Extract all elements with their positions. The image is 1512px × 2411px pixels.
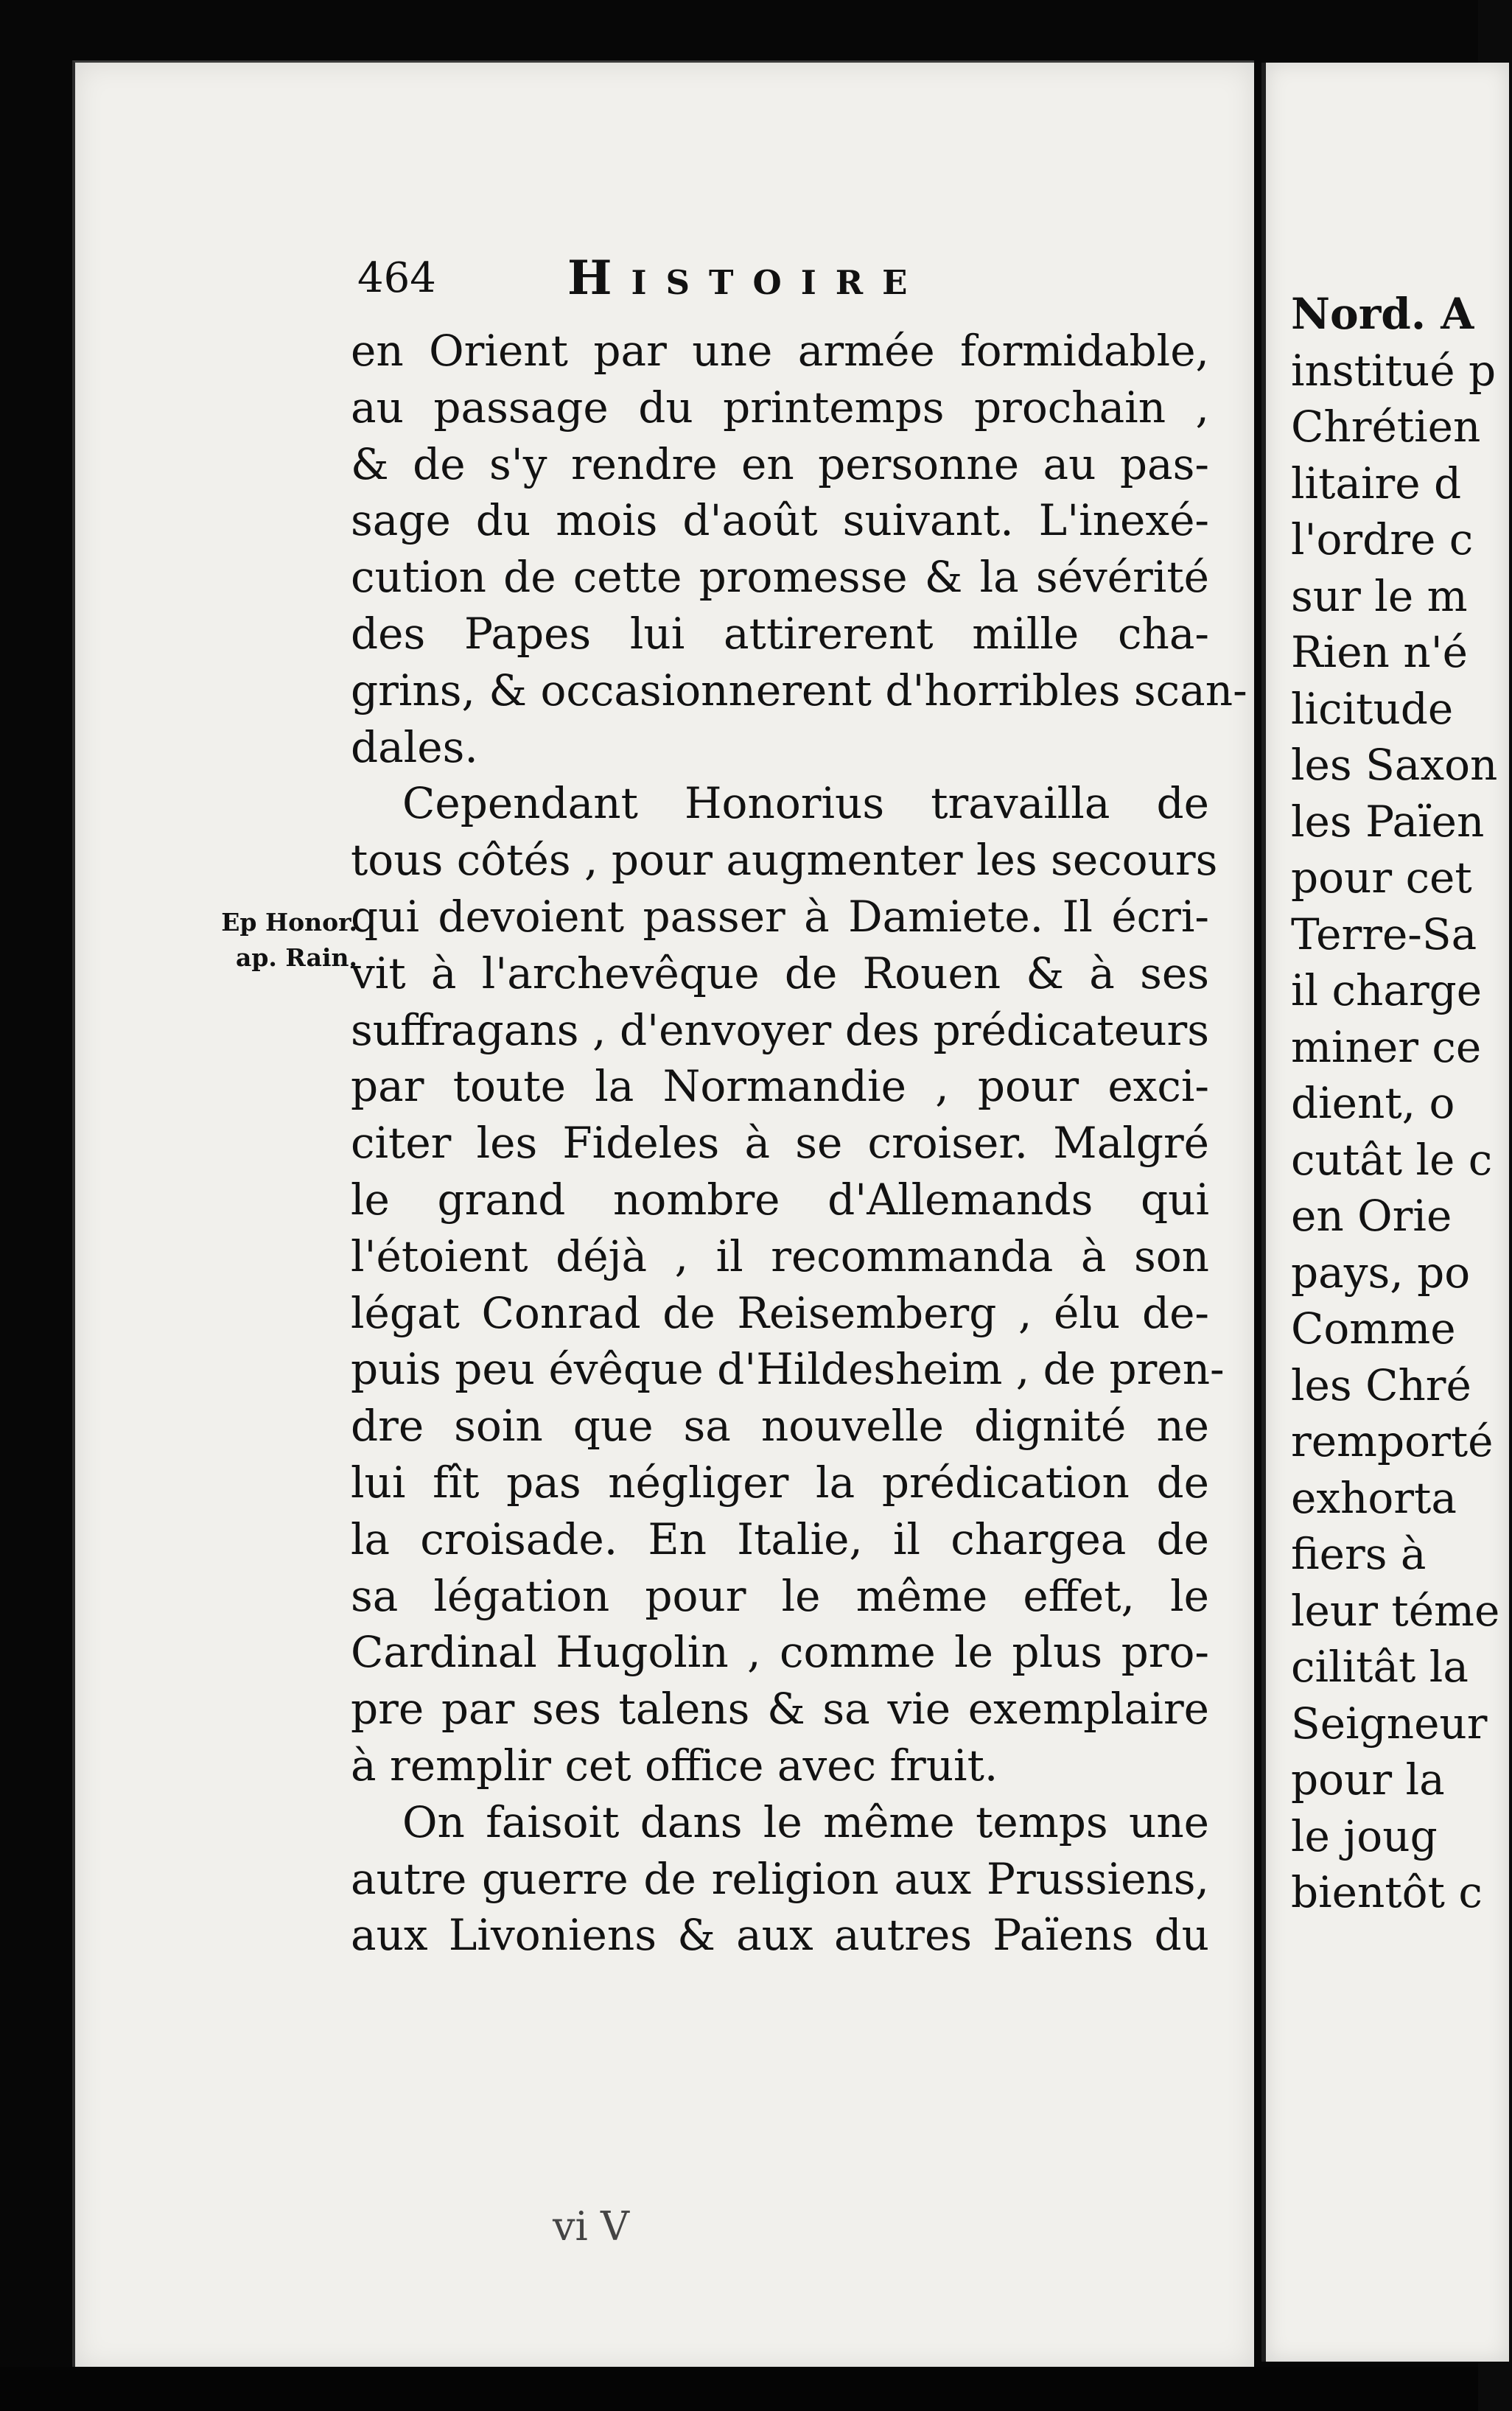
text-line: puis peu évêque d'Hildesheim , de pren- <box>351 1344 1225 1395</box>
marginal-note <box>166 905 357 976</box>
text-line: à remplir cet office avec fruit. <box>351 1740 998 1791</box>
text-line: au passage du printemps prochain , <box>351 382 1209 433</box>
adjacent-text-line: remporté <box>1291 1416 1494 1466</box>
adjacent-text-line: Comme <box>1291 1304 1456 1354</box>
text-line: par toute la Normandie , pour exci- <box>351 1061 1209 1112</box>
adjacent-text-line: sur le m <box>1291 570 1468 621</box>
page-header <box>357 251 1212 317</box>
text-line: citer les Fideles à se croiser. Malgré <box>351 1118 1209 1169</box>
adjacent-text-line: Terre-Sa <box>1291 909 1477 959</box>
text-line: grins, & occasionnerent d'horribles scan- <box>351 665 1247 715</box>
adjacent-text-line: cilitât la <box>1291 1642 1469 1692</box>
scan-bottom-edge <box>0 2367 1478 2411</box>
adjacent-text-line: pour la <box>1291 1754 1445 1805</box>
text-line: le grand nombre d'Allemands qui <box>351 1174 1209 1225</box>
adjacent-text-line: Nord. A <box>1291 289 1474 339</box>
paragraph-start-line: On faisoit dans le même temps une <box>402 1796 1209 1847</box>
adjacent-text-line: pays, po <box>1291 1247 1471 1298</box>
page-number: 464 <box>357 254 436 302</box>
text-line: dre soin que sa nouvelle dignité ne <box>351 1401 1209 1452</box>
main-text-column <box>351 323 1247 1964</box>
adjacent-text-line: bientôt c <box>1291 1867 1483 1917</box>
text-line: la croisade. En Italie, il chargea de <box>351 1514 1209 1564</box>
text-line: vit à l'archevêque de Rouen & à ses <box>351 948 1209 998</box>
adjacent-text-line: miner ce <box>1291 1021 1482 1072</box>
text-line: aux Livoniens & aux autres Païens du <box>351 1910 1209 1961</box>
text-line: sage du mois d'août suivant. L'inexé- <box>351 495 1209 546</box>
adjacent-text-line: licitude <box>1291 683 1454 734</box>
adjacent-text-line: litaire d <box>1291 458 1462 508</box>
adjacent-page-text <box>1291 286 1512 1921</box>
adjacent-text-line: pour cet <box>1291 853 1472 903</box>
text-line: lui fît pas négliger la prédication de <box>351 1457 1209 1508</box>
text-line: autre guerre de religion aux Prussiens, <box>351 1853 1209 1904</box>
adjacent-text-line: cutât le c <box>1291 1134 1493 1185</box>
adjacent-text-line: en Orie <box>1291 1191 1452 1241</box>
text-line: en Orient par une armée formidable, <box>351 326 1209 376</box>
adjacent-text-line: Rien n'é <box>1291 627 1468 677</box>
text-line: des Papes lui attirerent mille cha- <box>351 608 1209 659</box>
marginal-note-line: ap. Rain. <box>235 943 357 972</box>
adjacent-text-line: il charge <box>1291 965 1483 1015</box>
adjacent-text-line: institué p <box>1291 345 1497 396</box>
text-line: sa légation pour le même effet, le <box>351 1570 1209 1621</box>
adjacent-text-line: les Païen <box>1291 796 1485 847</box>
adjacent-text-line: les Chré <box>1291 1360 1471 1410</box>
text-line: l'étoient déjà , il recommanda à son <box>351 1231 1209 1281</box>
text-line: légat Conrad de Reisemberg , élu de- <box>351 1287 1209 1338</box>
adjacent-text-line: exhorta <box>1291 1472 1457 1523</box>
adjacent-text-line: fiers à <box>1291 1529 1427 1579</box>
adjacent-text-line: les Saxon <box>1291 740 1498 790</box>
adjacent-text-line: le joug <box>1291 1810 1438 1861</box>
paragraph-start-line: Cependant Honorius travailla de <box>402 778 1209 829</box>
adjacent-text-line: dient, o <box>1291 1078 1455 1128</box>
text-line: & de s'y rendre en personne au pas- <box>351 438 1209 489</box>
bleed-through-text: vi V <box>553 2203 629 2250</box>
text-line: Cardinal Hugolin , comme le plus pro- <box>351 1627 1209 1678</box>
text-line: pre par ses talens & sa vie exemplaire <box>351 1684 1209 1735</box>
text-line: suffragans , d'envoyer des prédicateurs <box>351 1004 1209 1055</box>
running-title: Histoire <box>567 251 927 306</box>
adjacent-text-line: Chrétien <box>1291 402 1481 452</box>
adjacent-text-line: Seigneur <box>1291 1698 1488 1749</box>
text-line: dales. <box>351 721 478 772</box>
text-line: tous côtés , pour augmenter les secours <box>351 835 1218 886</box>
adjacent-text-line: leur téme <box>1291 1585 1500 1636</box>
marginal-note-line: Ep Honor. <box>221 908 357 937</box>
text-line: cution de cette promesse & la sévérité <box>351 552 1209 603</box>
text-line: qui devoient passer à Damiete. Il écri- <box>351 891 1209 942</box>
adjacent-text-line: l'ordre c <box>1291 514 1474 564</box>
